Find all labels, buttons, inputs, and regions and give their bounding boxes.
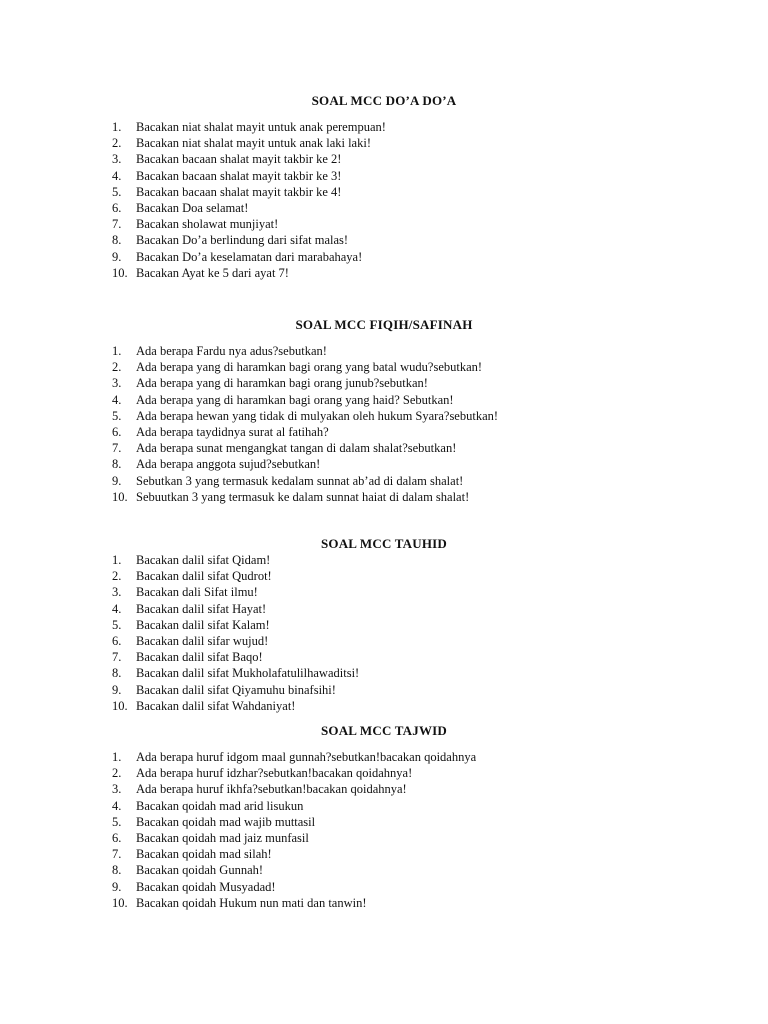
item-number: 6. xyxy=(112,633,122,648)
item-text: Bacakan qoidah mad silah! xyxy=(136,847,272,862)
item-text: Sebutkan 3 yang termasuk kedalam sunnat ab’ad di dalam shalat! xyxy=(136,473,464,488)
list-item xyxy=(112,895,476,911)
item-text: Bacakan bacaan shalat mayit takbir ke 2! xyxy=(136,152,342,167)
item-text: Bacakan dalil sifar wujud! xyxy=(136,633,269,648)
item-number: 3. xyxy=(112,152,122,167)
item-text: Bacakan qoidah Musyadad! xyxy=(136,879,276,894)
item-number: 5. xyxy=(112,184,122,199)
list-item xyxy=(112,135,386,151)
list-item xyxy=(112,168,386,184)
list-item xyxy=(112,552,359,568)
item-number: 9. xyxy=(112,249,122,264)
question-list-fiqih xyxy=(112,343,498,505)
list-item xyxy=(112,698,359,714)
item-text: Ada berapa yang di haramkan bagi orang yang haid? Sebutkan! xyxy=(136,392,454,407)
item-number: 6. xyxy=(112,200,122,215)
list-item xyxy=(112,119,386,135)
item-number: 8. xyxy=(112,863,122,878)
item-text: Bacakan dalil sifat Wahdaniyat! xyxy=(136,698,296,713)
item-number: 4. xyxy=(112,601,122,616)
item-text: Bacakan qoidah Gunnah! xyxy=(136,863,264,878)
item-number: 6. xyxy=(112,830,122,845)
list-item xyxy=(112,584,359,600)
list-item xyxy=(112,649,359,665)
list-item xyxy=(112,184,386,200)
list-item xyxy=(112,665,359,681)
item-text: Bacakan bacaan shalat mayit takbir ke 3! xyxy=(136,168,342,183)
list-item xyxy=(112,200,386,216)
item-number: 3. xyxy=(112,376,122,391)
list-item xyxy=(112,814,476,830)
item-number: 1. xyxy=(112,553,122,567)
item-text: Bacakan Ayat ke 5 dari ayat 7! xyxy=(136,265,289,280)
item-text: Bacakan Do’a keselamatan dari marabahaya! xyxy=(136,249,363,264)
item-number: 5. xyxy=(112,408,122,423)
item-number: 8. xyxy=(112,666,122,681)
item-text: Bacakan dalil sifat Qiyamuhu binafsihi! xyxy=(136,682,336,697)
item-text: Ada berapa huruf idgom maal gunnah?sebutkan!bacakan qoidahnya xyxy=(136,750,477,764)
item-number: 4. xyxy=(112,798,122,813)
list-item xyxy=(112,749,476,765)
item-text: Ada berapa huruf idzhar?sebutkan!bacakan qoidahnya! xyxy=(136,766,413,781)
list-item xyxy=(112,489,498,505)
item-text: Ada berapa yang di haramkan bagi orang junub?sebutkan! xyxy=(136,376,428,391)
item-number: 5. xyxy=(112,814,122,829)
list-item xyxy=(112,781,476,797)
list-item xyxy=(112,682,359,698)
question-list-tajwid xyxy=(112,749,476,911)
item-number: 1. xyxy=(112,344,122,358)
list-item xyxy=(112,633,359,649)
item-text: Bacakan qoidah mad jaiz munfasil xyxy=(136,830,309,845)
list-item xyxy=(112,798,476,814)
item-number: 10. xyxy=(112,698,128,713)
item-text: Bacakan dalil sifat Mukholafatulilhawaditsi! xyxy=(136,666,360,681)
item-number: 3. xyxy=(112,585,122,600)
item-number: 2. xyxy=(112,136,122,151)
list-item xyxy=(112,879,476,895)
item-text: Bacakan niat shalat mayit untuk anak perempuan! xyxy=(136,120,386,134)
item-number: 4. xyxy=(112,392,122,407)
list-item xyxy=(112,440,498,456)
list-item xyxy=(112,343,498,359)
item-text: Ada berapa sunat mengangkat tangan di dalam shalat?sebutkan! xyxy=(136,441,457,456)
section-title-doa: SOAL MCC DO’A DO’A xyxy=(311,93,457,108)
item-text: Ada berapa anggota sujud?sebutkan! xyxy=(136,457,321,472)
item-number: 9. xyxy=(112,473,122,488)
list-item xyxy=(112,765,476,781)
item-text: Bacakan sholawat munjiyat! xyxy=(136,217,279,232)
list-item xyxy=(112,392,498,408)
item-number: 8. xyxy=(112,457,122,472)
item-text: Ada berapa yang di haramkan bagi orang yang batal wudu?sebutkan! xyxy=(136,360,483,375)
list-item xyxy=(112,617,359,633)
item-number: 2. xyxy=(112,766,122,781)
section-title-tajwid: SOAL MCC TAJWID xyxy=(320,723,448,738)
item-number: 9. xyxy=(112,682,122,697)
item-number: 7. xyxy=(112,847,122,862)
item-number: 7. xyxy=(112,441,122,456)
list-item xyxy=(112,359,498,375)
item-number: 8. xyxy=(112,233,122,248)
item-number: 7. xyxy=(112,650,122,665)
list-item xyxy=(112,249,386,265)
section-title-tauhid: SOAL MCC TAUHID xyxy=(320,536,448,551)
list-item xyxy=(112,862,476,878)
item-text: Ada berapa hewan yang tidak di mulyakan oleh hukum Syara?sebutkan! xyxy=(136,408,499,423)
list-item xyxy=(112,601,359,617)
item-number: 2. xyxy=(112,569,122,584)
item-text: Bacakan dalil sifat Baqo! xyxy=(136,650,263,665)
list-item xyxy=(112,375,498,391)
question-list-doa xyxy=(112,119,386,281)
item-number: 10. xyxy=(112,895,128,910)
item-text: Ada berapa huruf ikhfa?sebutkan!bacakan qoidahnya! xyxy=(136,782,407,797)
item-number: 1. xyxy=(112,750,122,764)
list-item xyxy=(112,846,476,862)
list-item xyxy=(112,265,386,281)
item-number: 4. xyxy=(112,168,122,183)
item-number: 10. xyxy=(112,489,128,504)
item-text: Bacakan Do’a berlindung dari sifat malas! xyxy=(136,233,349,248)
item-text: Bacakan bacaan shalat mayit takbir ke 4! xyxy=(136,184,342,199)
item-text: Bacakan Doa selamat! xyxy=(136,200,249,215)
list-item xyxy=(112,456,498,472)
item-text: Bacakan dalil sifat Hayat! xyxy=(136,601,267,616)
item-text: Sebuutkan 3 yang termasuk ke dalam sunnat haiat di dalam shalat! xyxy=(136,489,470,504)
list-item xyxy=(112,424,498,440)
item-number: 2. xyxy=(112,360,122,375)
item-text: Ada berapa taydidnya surat al fatihah? xyxy=(136,424,329,439)
item-text: Bacakan dalil sifat Qidam! xyxy=(136,553,271,567)
item-number: 6. xyxy=(112,424,122,439)
list-item xyxy=(112,232,386,248)
item-number: 10. xyxy=(112,265,128,280)
item-number: 7. xyxy=(112,217,122,232)
list-item xyxy=(112,151,386,167)
item-text: Bacakan dalil sifat Qudrot! xyxy=(136,569,272,584)
item-text: Bacakan qoidah Hukum nun mati dan tanwin! xyxy=(136,895,367,910)
item-text: Bacakan niat shalat mayit untuk anak laki laki! xyxy=(136,136,371,151)
item-text: Bacakan qoidah mad wajib muttasil xyxy=(136,814,316,829)
item-number: 9. xyxy=(112,879,122,894)
item-text: Bacakan dali Sifat ilmu! xyxy=(136,585,258,600)
item-number: 5. xyxy=(112,617,122,632)
item-text: Ada berapa Fardu nya adus?sebutkan! xyxy=(136,344,327,358)
item-number: 3. xyxy=(112,782,122,797)
item-text: Bacakan qoidah mad arid lisukun xyxy=(136,798,304,813)
item-text: Bacakan dalil sifat Kalam! xyxy=(136,617,270,632)
section-title-fiqih: SOAL MCC FIQIH/SAFINAH xyxy=(295,317,473,332)
list-item xyxy=(112,830,476,846)
list-item xyxy=(112,408,498,424)
list-item xyxy=(112,216,386,232)
item-number: 1. xyxy=(112,120,122,134)
list-item xyxy=(112,568,359,584)
question-list-tauhid xyxy=(112,552,359,714)
list-item xyxy=(112,473,498,489)
